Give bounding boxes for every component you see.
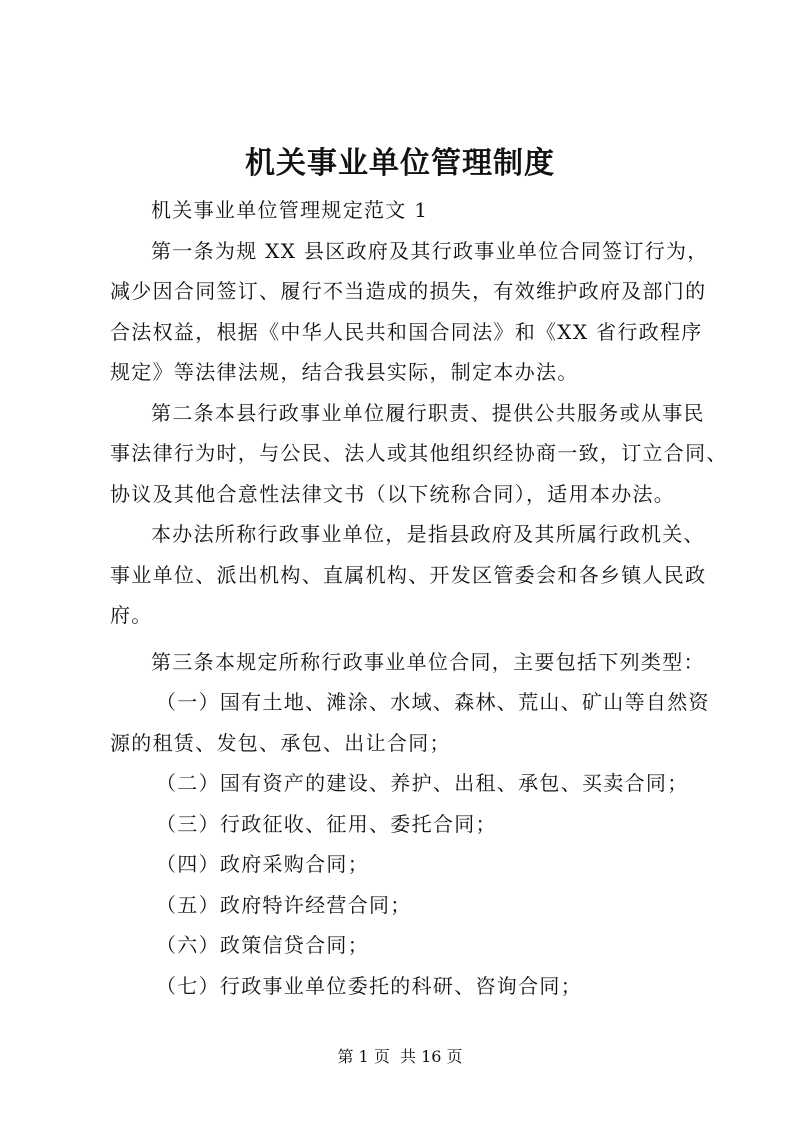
paragraph-line: 减少因合同签订、履行不当造成的损失，有效维护政府及部门的 (110, 279, 707, 303)
paragraph-line: 事业单位、派出机构、直属机构、开发区管委会和各乡镇人民政 (110, 562, 707, 587)
paragraph-line: 合法权益，根据《中华人民共和国合同法》和《XX 省行政程序 (110, 319, 703, 344)
list-item-line: （七）行政事业单位委托的科研、咨询合同； (156, 973, 582, 998)
list-item-line: （二）国有资产的建设、养护、出租、承包、买卖合同； (156, 771, 689, 795)
list-item-line: （一）国有土地、滩涂、水域、森林、荒山、矿山等自然资 (156, 690, 710, 714)
list-item-line: （六）政策信贷合同； (156, 933, 369, 957)
page-footer (0, 1044, 800, 1067)
paragraph-line: 规定》等法律法规，结合我县实际，制定本办法。 (110, 360, 579, 384)
paragraph-line: 协议及其他合意性法律文书（以下统称合同），适用本办法。 (110, 481, 676, 506)
document-title: 机关事业单位管理制度 (245, 146, 555, 181)
page-number-label: 第 1 页 共 16 页 (337, 1047, 463, 1066)
paragraph-line: 事法律行为时，与公民、法人或其他组织经协商一致，订立合同、 (110, 441, 728, 465)
list-item-line: （四）政府采购合同； (156, 852, 369, 876)
paragraph-line: 府。 (110, 603, 153, 627)
paragraph-line: 第三条本规定所称行政事业单位合同，主要包括下列类型： (151, 649, 705, 674)
paragraph-line: 第二条本县行政事业单位履行职责、提供公共服务或从事民 (151, 400, 705, 425)
subtitle-line: 机关事业单位管理规定范文 1 (151, 198, 429, 222)
document-body (110, 190, 728, 1006)
list-item-line: （五）政府特许经营合同； (156, 892, 412, 917)
paragraph-line: 本办法所称行政事业单位，是指县政府及其所属行政机关、 (151, 522, 705, 546)
list-item-line: 源的租赁、发包、承包、出让合同； (110, 730, 451, 755)
list-item-line: （三）行政征收、征用、委托合同； (156, 811, 497, 836)
paragraph-line: 第一条为规 XX 县区政府及其行政事业单位合同签订行为， (151, 238, 709, 263)
